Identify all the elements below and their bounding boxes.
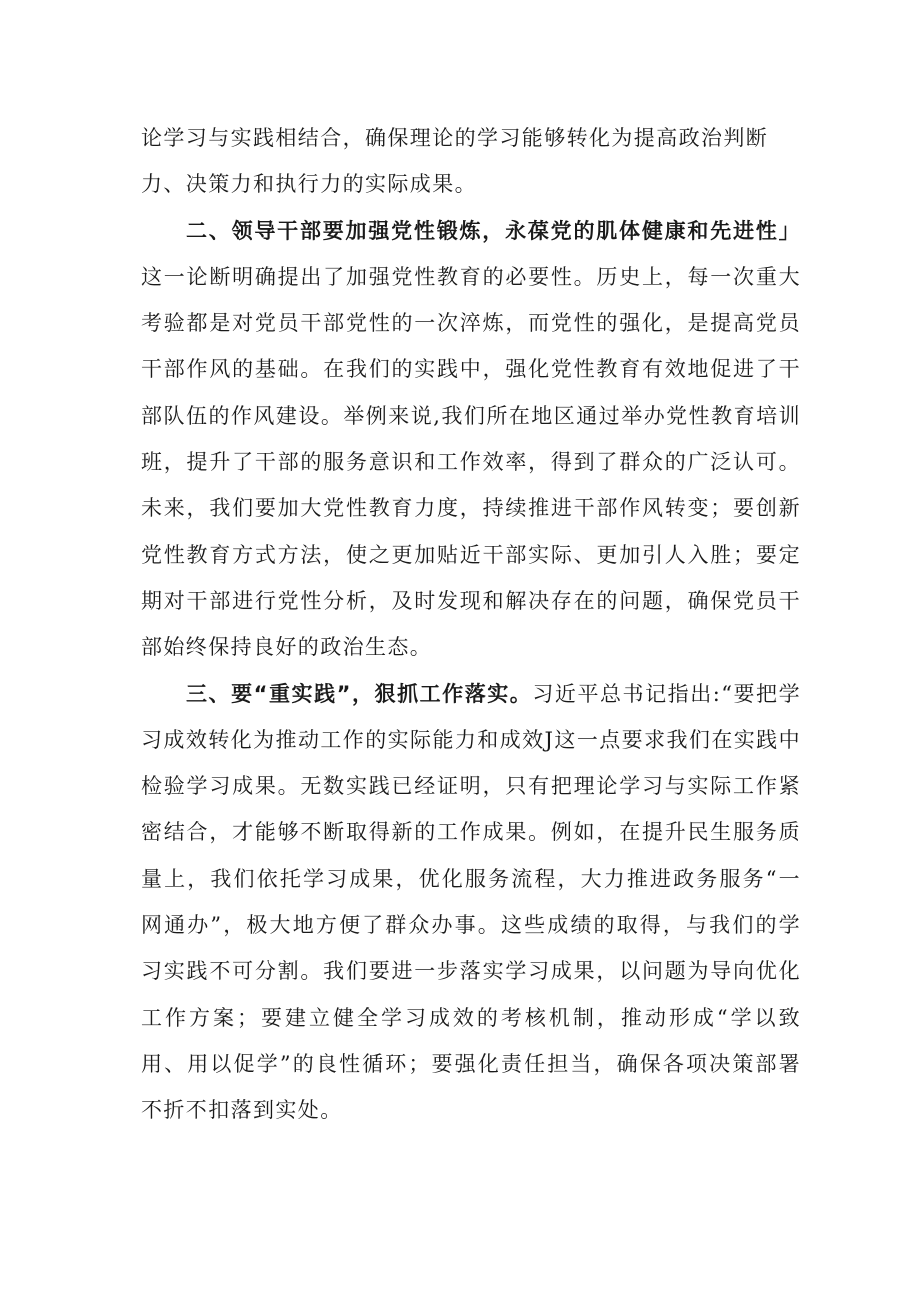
paragraph-body: 这一论断明确提出了加强党性教育的必要性。历史上，每一次重大考验都是对党员干部党性的一次淬炼，而党性的强化，是提高党员干部作风的基础。在我们的实践中，强化党性教育有效地促进了干部队伍的作风建设。举例来说,我们所在地区通过举办党性教育培训班，提升了干部的服务意识和工作效率，得到了群众的广泛认可。未来，我们要加大党性教育力度，持续推进干部作风转变；要创新党性教育方式方法，使之更加贴近干部实际、更加引人入胜；要定期对干部进行党性分析，及时发现和解决存在的问题，确保党员干部始终保持良好的政治生态。: [141, 264, 801, 660]
paragraph-continuation: [141, 115, 801, 208]
paragraph-body: 习近平总书记指出:“要把学习成效转化为推动工作的实际能力和成效J这一点要求我们在实践中检验学习成果。无数实践已经证明，只有把理论学习与实际工作紧密结合，才能够不断取得新的工作成果。例如，在提升民生服务质量上，我们依托学习成果，优化服务流程，大力推进政务服务“一网通办”，极大地方便了群众办事。这些成绩的取得，与我们的学习实践不可分割。我们要进一步落实学习成果，以问题为导向优化工作方案；要建立健全学习成效的考核机制，推动形成“学以致用、用以促学”的良性循环；要强化责任担当，确保各项决策部署不折不扣落到实处。: [141, 681, 801, 1123]
section-heading-two: 二、领导干部要加强党性锻炼，永葆党的肌体健康和先进性」: [186, 218, 801, 243]
document-body: [141, 115, 801, 1134]
paragraph-practice: [141, 671, 801, 1134]
text-line: 力、决策力和执行力的实际成果。: [141, 172, 477, 197]
text-line: 论学习与实践相结合，确保理论的学习能够转化为提高政治判断: [141, 126, 769, 150]
paragraph-party-spirit: [141, 208, 801, 671]
section-heading-three: 三、要“重实践”，狠抓工作落实。: [186, 681, 533, 706]
